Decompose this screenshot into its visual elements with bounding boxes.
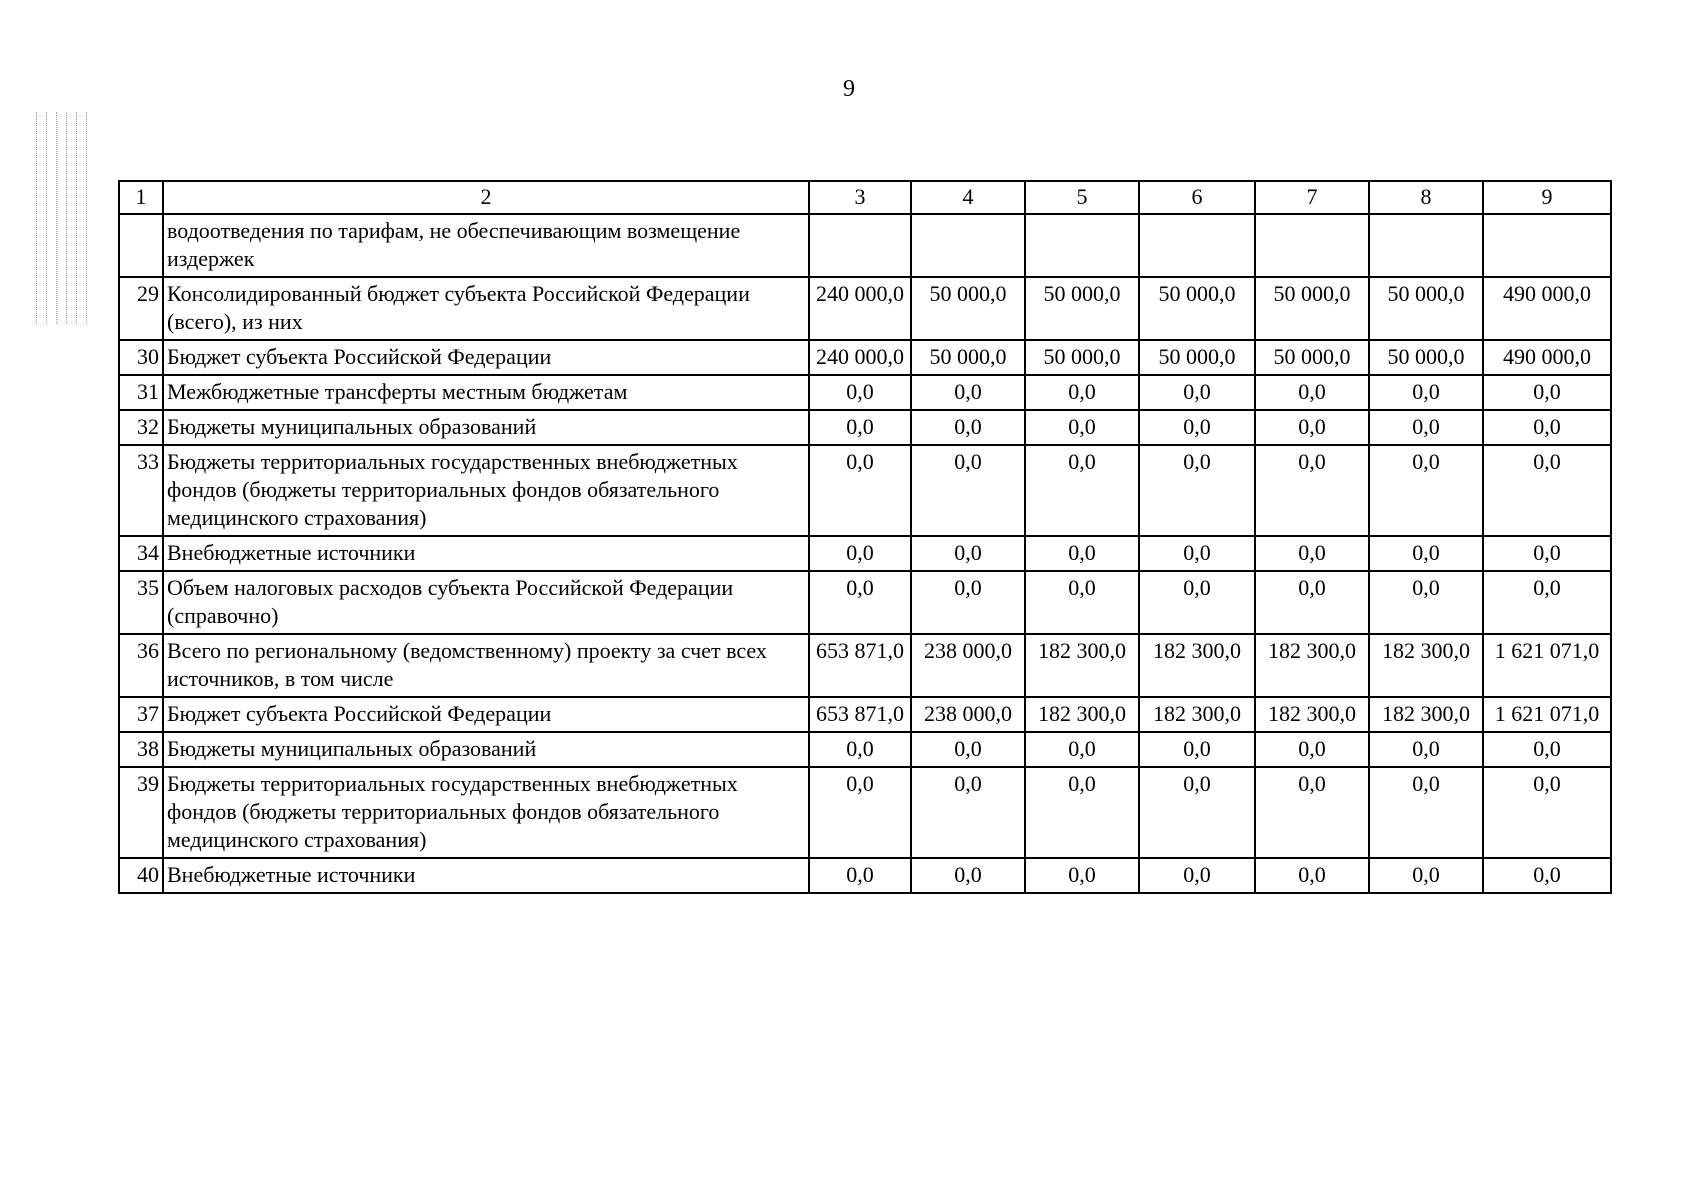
row-number-cell: 38 bbox=[119, 732, 163, 767]
table-row bbox=[119, 375, 1611, 410]
value-cell: 653 871,0 bbox=[809, 697, 911, 732]
value-cell: 0,0 bbox=[911, 536, 1025, 571]
value-cell: 0,0 bbox=[911, 858, 1025, 893]
row-name-cell: Всего по региональному (ведомственному) проекту за счет всех источников, в том числе bbox=[163, 634, 809, 697]
value-cell bbox=[911, 214, 1025, 277]
table-row bbox=[119, 767, 1611, 858]
value-cell: 0,0 bbox=[809, 375, 911, 410]
value-cell: 238 000,0 bbox=[911, 697, 1025, 732]
table-row bbox=[119, 340, 1611, 375]
value-cell: 0,0 bbox=[1255, 858, 1369, 893]
header-cell: 7 bbox=[1255, 181, 1369, 214]
value-cell: 0,0 bbox=[1139, 858, 1255, 893]
table-row bbox=[119, 536, 1611, 571]
value-cell: 0,0 bbox=[1255, 375, 1369, 410]
value-cell: 0,0 bbox=[809, 445, 911, 536]
value-cell: 0,0 bbox=[1255, 767, 1369, 858]
row-name-cell: Внебюджетные источники bbox=[163, 536, 809, 571]
value-cell: 653 871,0 bbox=[809, 634, 911, 697]
value-cell: 0,0 bbox=[1483, 445, 1611, 536]
value-cell bbox=[1025, 214, 1139, 277]
row-number-cell: 32 bbox=[119, 410, 163, 445]
value-cell: 0,0 bbox=[1255, 571, 1369, 634]
row-number-cell: 39 bbox=[119, 767, 163, 858]
header-cell: 5 bbox=[1025, 181, 1139, 214]
table-row bbox=[119, 214, 1611, 277]
value-cell: 50 000,0 bbox=[1369, 277, 1483, 340]
value-cell: 0,0 bbox=[911, 732, 1025, 767]
row-name-cell: Бюджет субъекта Российской Федерации bbox=[163, 697, 809, 732]
header-cell: 4 bbox=[911, 181, 1025, 214]
value-cell: 490 000,0 bbox=[1483, 340, 1611, 375]
value-cell: 0,0 bbox=[1139, 445, 1255, 536]
table-row bbox=[119, 277, 1611, 340]
header-cell: 8 bbox=[1369, 181, 1483, 214]
value-cell: 0,0 bbox=[1483, 375, 1611, 410]
row-name-cell: Объем налоговых расходов субъекта Российской Федерации (справочно) bbox=[163, 571, 809, 634]
row-number-cell: 36 bbox=[119, 634, 163, 697]
value-cell: 182 300,0 bbox=[1369, 634, 1483, 697]
value-cell: 0,0 bbox=[911, 767, 1025, 858]
value-cell: 0,0 bbox=[1369, 445, 1483, 536]
value-cell: 0,0 bbox=[1369, 375, 1483, 410]
row-name-cell: Бюджеты муниципальных образований bbox=[163, 732, 809, 767]
value-cell bbox=[1255, 214, 1369, 277]
margin-stamp bbox=[30, 112, 92, 324]
value-cell: 50 000,0 bbox=[1025, 277, 1139, 340]
row-number-cell: 31 bbox=[119, 375, 163, 410]
header-cell: 2 bbox=[163, 181, 809, 214]
value-cell: 182 300,0 bbox=[1369, 697, 1483, 732]
value-cell: 0,0 bbox=[1025, 767, 1139, 858]
row-number-cell: 30 bbox=[119, 340, 163, 375]
header-cell: 3 bbox=[809, 181, 911, 214]
value-cell bbox=[809, 214, 911, 277]
table-row bbox=[119, 445, 1611, 536]
row-number-cell: 37 bbox=[119, 697, 163, 732]
value-cell: 0,0 bbox=[1025, 410, 1139, 445]
value-cell: 1 621 071,0 bbox=[1483, 634, 1611, 697]
value-cell: 182 300,0 bbox=[1025, 634, 1139, 697]
value-cell: 240 000,0 bbox=[809, 277, 911, 340]
value-cell bbox=[1483, 214, 1611, 277]
value-cell: 0,0 bbox=[1369, 732, 1483, 767]
budget-table bbox=[118, 180, 1612, 894]
value-cell: 0,0 bbox=[911, 571, 1025, 634]
value-cell: 0,0 bbox=[1483, 858, 1611, 893]
header-cell: 9 bbox=[1483, 181, 1611, 214]
value-cell: 0,0 bbox=[809, 732, 911, 767]
value-cell: 182 300,0 bbox=[1139, 697, 1255, 732]
value-cell: 0,0 bbox=[1483, 571, 1611, 634]
value-cell: 0,0 bbox=[1025, 536, 1139, 571]
value-cell: 0,0 bbox=[1369, 536, 1483, 571]
value-cell: 0,0 bbox=[1369, 571, 1483, 634]
value-cell: 0,0 bbox=[1139, 571, 1255, 634]
value-cell: 0,0 bbox=[1369, 767, 1483, 858]
value-cell: 0,0 bbox=[1139, 732, 1255, 767]
value-cell: 0,0 bbox=[809, 858, 911, 893]
value-cell: 240 000,0 bbox=[809, 340, 911, 375]
value-cell: 182 300,0 bbox=[1025, 697, 1139, 732]
value-cell: 0,0 bbox=[1255, 536, 1369, 571]
value-cell: 0,0 bbox=[1255, 410, 1369, 445]
row-name-cell: Бюджеты территориальных государственных внебюджетных фондов (бюджеты территориальных фондов обязательного медицинского страхования) bbox=[163, 445, 809, 536]
value-cell: 0,0 bbox=[1025, 375, 1139, 410]
row-name-cell: Консолидированный бюджет субъекта Российской Федерации (всего), из них bbox=[163, 277, 809, 340]
value-cell: 0,0 bbox=[1483, 732, 1611, 767]
value-cell: 0,0 bbox=[809, 410, 911, 445]
table-row bbox=[119, 634, 1611, 697]
table-row bbox=[119, 697, 1611, 732]
table-row bbox=[119, 858, 1611, 893]
value-cell: 0,0 bbox=[1139, 410, 1255, 445]
value-cell: 50 000,0 bbox=[911, 340, 1025, 375]
value-cell: 0,0 bbox=[1369, 410, 1483, 445]
value-cell bbox=[1139, 214, 1255, 277]
value-cell: 0,0 bbox=[809, 571, 911, 634]
value-cell: 0,0 bbox=[911, 375, 1025, 410]
value-cell: 238 000,0 bbox=[911, 634, 1025, 697]
value-cell: 0,0 bbox=[1255, 445, 1369, 536]
value-cell bbox=[1369, 214, 1483, 277]
value-cell: 1 621 071,0 bbox=[1483, 697, 1611, 732]
page-number: 9 bbox=[843, 76, 855, 102]
value-cell: 50 000,0 bbox=[1025, 340, 1139, 375]
row-number-cell: 34 bbox=[119, 536, 163, 571]
value-cell: 0,0 bbox=[1025, 732, 1139, 767]
value-cell: 50 000,0 bbox=[1369, 340, 1483, 375]
row-name-cell: водоотведения по тарифам, не обеспечивающим возмещение издержек bbox=[163, 214, 809, 277]
table-header-row bbox=[119, 181, 1611, 214]
row-name-cell: Внебюджетные источники bbox=[163, 858, 809, 893]
value-cell: 182 300,0 bbox=[1139, 634, 1255, 697]
value-cell: 0,0 bbox=[1369, 858, 1483, 893]
value-cell: 50 000,0 bbox=[911, 277, 1025, 340]
value-cell: 0,0 bbox=[911, 410, 1025, 445]
value-cell: 0,0 bbox=[1483, 410, 1611, 445]
value-cell: 0,0 bbox=[911, 445, 1025, 536]
value-cell: 50 000,0 bbox=[1139, 340, 1255, 375]
value-cell: 0,0 bbox=[1025, 445, 1139, 536]
table-row bbox=[119, 571, 1611, 634]
row-number-cell: 29 bbox=[119, 277, 163, 340]
value-cell: 182 300,0 bbox=[1255, 697, 1369, 732]
value-cell: 50 000,0 bbox=[1139, 277, 1255, 340]
header-cell: 1 bbox=[119, 181, 163, 214]
value-cell: 0,0 bbox=[1483, 767, 1611, 858]
value-cell: 0,0 bbox=[1139, 375, 1255, 410]
value-cell: 0,0 bbox=[1025, 571, 1139, 634]
row-number-cell: 35 bbox=[119, 571, 163, 634]
table-row bbox=[119, 732, 1611, 767]
value-cell: 0,0 bbox=[1025, 858, 1139, 893]
row-name-cell: Межбюджетные трансферты местным бюджетам bbox=[163, 375, 809, 410]
value-cell: 0,0 bbox=[809, 536, 911, 571]
row-number-cell bbox=[119, 214, 163, 277]
value-cell: 0,0 bbox=[1139, 767, 1255, 858]
value-cell: 0,0 bbox=[1139, 536, 1255, 571]
row-name-cell: Бюджеты территориальных государственных внебюджетных фондов (бюджеты территориальных фондов обязательного медицинского страхования) bbox=[163, 767, 809, 858]
row-number-cell: 40 bbox=[119, 858, 163, 893]
value-cell: 0,0 bbox=[1483, 536, 1611, 571]
table-row bbox=[119, 410, 1611, 445]
row-number-cell: 33 bbox=[119, 445, 163, 536]
value-cell: 50 000,0 bbox=[1255, 277, 1369, 340]
row-name-cell: Бюджет субъекта Российской Федерации bbox=[163, 340, 809, 375]
value-cell: 490 000,0 bbox=[1483, 277, 1611, 340]
value-cell: 50 000,0 bbox=[1255, 340, 1369, 375]
value-cell: 182 300,0 bbox=[1255, 634, 1369, 697]
row-name-cell: Бюджеты муниципальных образований bbox=[163, 410, 809, 445]
value-cell: 0,0 bbox=[809, 767, 911, 858]
header-cell: 6 bbox=[1139, 181, 1255, 214]
value-cell: 0,0 bbox=[1255, 732, 1369, 767]
